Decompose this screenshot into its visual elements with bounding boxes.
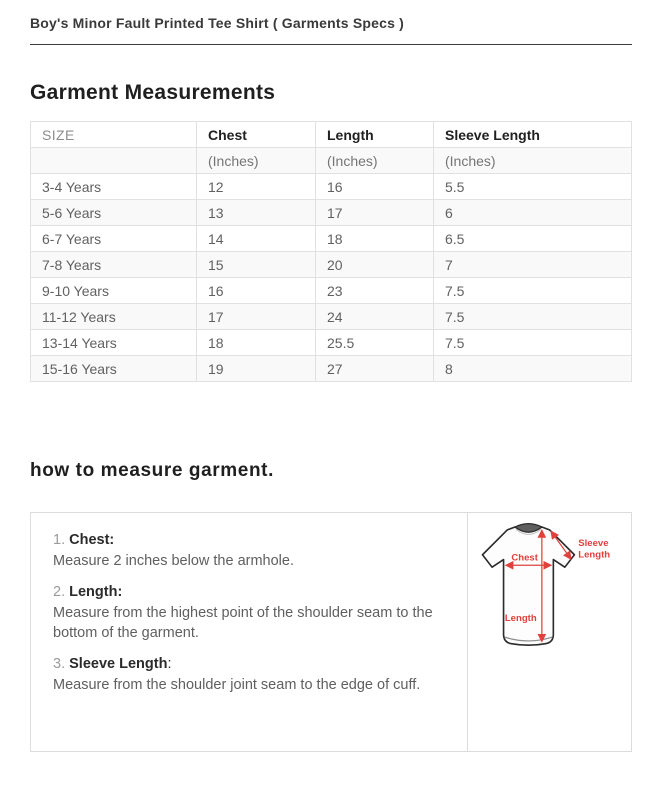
units-length: (Inches) — [316, 148, 434, 174]
step-suffix: : — [167, 656, 172, 672]
table-row — [31, 226, 632, 252]
cell-size: 15-16 Years — [31, 356, 197, 382]
col-header-chest: Chest — [197, 122, 316, 148]
tshirt-diagram — [468, 513, 631, 751]
measurements-heading: Garment Measurements — [30, 81, 276, 104]
table-row — [31, 252, 632, 278]
units-sleeve: (Inches) — [434, 148, 632, 174]
measure-guide-box — [30, 512, 632, 752]
cell-chest: 16 — [197, 278, 316, 304]
step-label: Sleeve Length — [69, 656, 168, 672]
cell-size: 7-8 Years — [31, 252, 197, 278]
cell-size: 11-12 Years — [31, 304, 197, 330]
measurements-table — [30, 121, 632, 382]
step-3-title — [53, 656, 445, 672]
cell-chest: 19 — [197, 356, 316, 382]
step-2-title — [53, 584, 445, 600]
cell-length: 24 — [316, 304, 434, 330]
table-row — [31, 174, 632, 200]
col-header-length: Length — [316, 122, 434, 148]
cell-length: 16 — [316, 174, 434, 200]
table-row — [31, 278, 632, 304]
cell-size: 5-6 Years — [31, 200, 197, 226]
cell-size: 9-10 Years — [31, 278, 197, 304]
cell-length: 25.5 — [316, 330, 434, 356]
measure-steps — [31, 513, 468, 751]
cell-sleeve: 5.5 — [434, 174, 632, 200]
cell-chest: 15 — [197, 252, 316, 278]
tshirt-outline — [482, 524, 574, 646]
table-header-row — [31, 122, 632, 148]
cell-size: 13-14 Years — [31, 330, 197, 356]
col-header-size: SIZE — [31, 122, 197, 148]
step-label: Length: — [69, 584, 123, 600]
table-row — [31, 200, 632, 226]
cell-chest: 12 — [197, 174, 316, 200]
sleeve-label-line1: Sleeve — [577, 538, 609, 550]
units-size — [31, 148, 197, 174]
cell-sleeve: 7 — [434, 252, 632, 278]
step-label: Chest: — [69, 532, 115, 548]
cell-length: 27 — [316, 356, 434, 382]
cell-size: 3-4 Years — [31, 174, 197, 200]
table-row — [31, 330, 632, 356]
sleeve-label-line2: Length — [577, 549, 610, 561]
cell-chest: 13 — [197, 200, 316, 226]
table-units-row — [31, 148, 632, 174]
table-row — [31, 356, 632, 382]
step-number: 2. — [53, 584, 66, 600]
step-2-description: Measure from the highest point of the shoulder seam to the bottom of the garment. — [53, 605, 433, 641]
step-1-description: Measure 2 inches below the armhole. — [53, 553, 294, 569]
cell-length: 18 — [316, 226, 434, 252]
howto-heading: how to measure garment. — [30, 460, 274, 481]
cell-sleeve: 8 — [434, 356, 632, 382]
cell-size: 6-7 Years — [31, 226, 197, 252]
page-title: Boy's Minor Fault Printed Tee Shirt ( Garments Specs ) — [30, 15, 632, 45]
table-row — [31, 304, 632, 330]
units-chest: (Inches) — [197, 148, 316, 174]
chest-label: Chest — [510, 552, 538, 564]
cell-sleeve: 7.5 — [434, 330, 632, 356]
cell-sleeve: 6 — [434, 200, 632, 226]
cell-sleeve: 7.5 — [434, 304, 632, 330]
cell-length: 17 — [316, 200, 434, 226]
step-1-title — [53, 532, 445, 548]
step-number: 1. — [53, 532, 66, 548]
cell-chest: 17 — [197, 304, 316, 330]
step-3-description: Measure from the shoulder joint seam to the edge of cuff. — [53, 677, 421, 693]
cell-sleeve: 6.5 — [434, 226, 632, 252]
cell-length: 23 — [316, 278, 434, 304]
cell-chest: 18 — [197, 330, 316, 356]
step-number: 3. — [53, 656, 66, 672]
tshirt-measure-illustration — [471, 520, 629, 668]
cell-sleeve: 7.5 — [434, 278, 632, 304]
col-header-sleeve: Sleeve Length — [434, 122, 632, 148]
cell-chest: 14 — [197, 226, 316, 252]
length-label: Length — [504, 612, 537, 624]
cell-length: 20 — [316, 252, 434, 278]
